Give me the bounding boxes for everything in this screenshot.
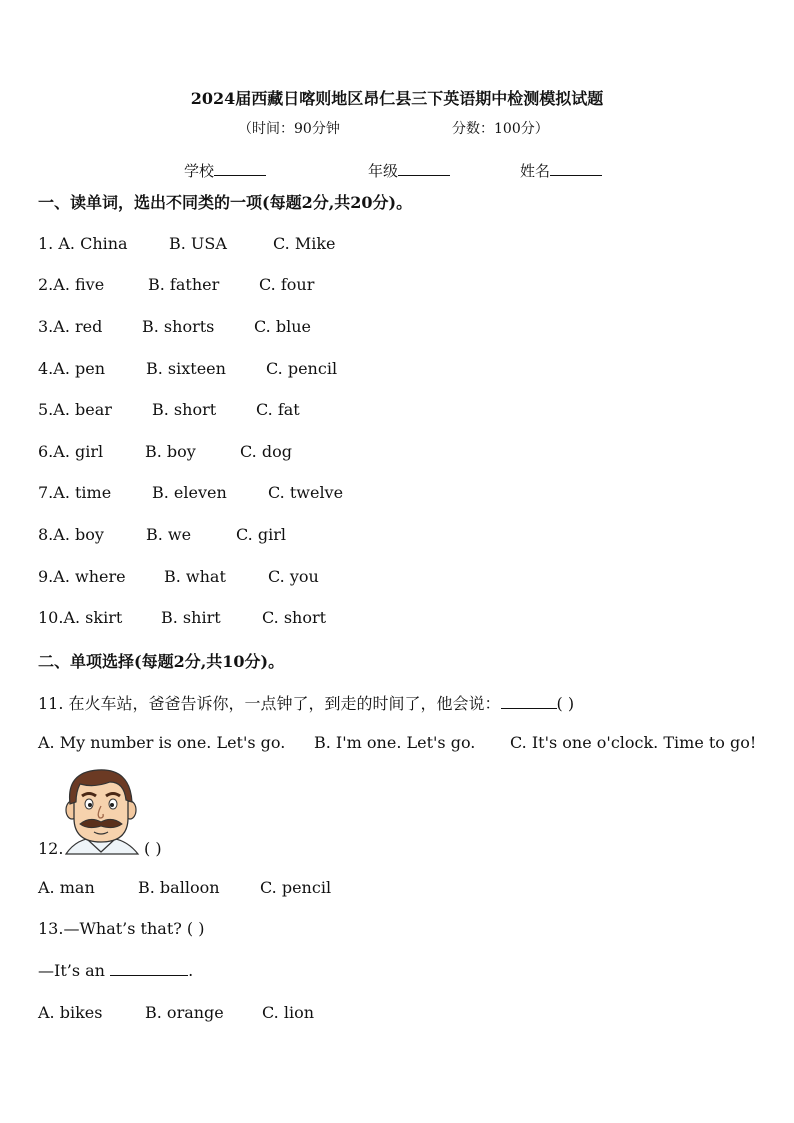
grade-field [368, 160, 450, 181]
name-field [520, 160, 602, 181]
q4-a: 4.A. pen [38, 359, 106, 378]
q5-a: 5.A. bear [38, 400, 112, 419]
q5-c: C. fat [256, 400, 300, 419]
school-label: 学校 [184, 162, 215, 180]
school-field [184, 160, 266, 181]
q9-b: B. what [164, 567, 226, 586]
q13-a: A. bikes [38, 1003, 103, 1022]
q5-b: B. short [152, 400, 217, 419]
q6-a: 6.A. girl [38, 442, 104, 461]
q4-c: C. pencil [266, 359, 338, 378]
q12-a: A. man [38, 878, 95, 897]
q11-blank [501, 694, 557, 709]
q7-c: C. twelve [268, 483, 344, 502]
q13-period: . [188, 961, 194, 980]
q10-c: C. short [262, 608, 327, 627]
q2-c: C. four [259, 275, 315, 294]
exam-time: （时间：90分钟 [238, 121, 340, 137]
q7-a: 7.A. time [38, 483, 112, 502]
q11-c: C. It's one o'clock. Time to go! [510, 733, 757, 752]
q6-b: B. boy [145, 442, 196, 461]
exam-score: 分数：100分） [452, 121, 549, 137]
q2-b: B. father [148, 275, 220, 294]
q1-c: C. Mike [273, 234, 336, 253]
q13-reply: —It’s an [38, 961, 105, 980]
q12-b: B. balloon [138, 878, 220, 897]
q9-a: 9.A. where [38, 567, 126, 586]
q13-blank [110, 961, 188, 976]
grade-blank [398, 161, 450, 176]
grade-label: 年级 [368, 162, 399, 180]
q6-c: C. dog [240, 442, 292, 461]
q11-a: A. My number is one. Let's go. [38, 733, 286, 752]
q13-stem: 13.—What’s that? ( ) [38, 919, 205, 938]
man-face-icon [58, 766, 144, 856]
q10-b: B. shirt [161, 608, 221, 627]
q1-b: B. USA [169, 234, 227, 253]
q3-a: 3.A. red [38, 317, 103, 336]
q2-a: 2.A. five [38, 275, 105, 294]
page-title: 2024届西藏日喀则地区昂仁县三下英语期中检测模拟试题 [190, 89, 604, 108]
q1-a: 1. A. China [38, 234, 128, 253]
q4-b: B. sixteen [146, 359, 226, 378]
school-blank [214, 161, 266, 176]
q3-b: B. shorts [142, 317, 215, 336]
q12-c: C. pencil [260, 878, 332, 897]
q12-paren: ( ) [144, 839, 162, 858]
q8-c: C. girl [236, 525, 286, 544]
q13-b: B. orange [145, 1003, 224, 1022]
q11-stem-line [38, 691, 574, 714]
q13-reply-line [38, 961, 193, 980]
name-blank [550, 161, 602, 176]
section2-heading: 二、单项选择(每题2分,共10分)。 [38, 652, 285, 671]
q11-b: B. I'm one. Let's go. [314, 733, 476, 752]
q13-c: C. lion [262, 1003, 315, 1022]
q3-c: C. blue [254, 317, 311, 336]
q7-b: B. eleven [152, 483, 227, 502]
q8-b: B. we [146, 525, 192, 544]
q8-a: 8.A. boy [38, 525, 104, 544]
q12-num: 12. [38, 839, 64, 858]
section1-heading: 一、读单词，选出不同类的一项(每题2分,共20分)。 [38, 193, 413, 212]
name-label: 姓名 [520, 162, 551, 180]
q9-c: C. you [268, 567, 319, 586]
q10-a: 10.A. skirt [38, 608, 123, 627]
q11-paren: ( ) [556, 694, 575, 713]
q11-stem: 11. 在火车站，爸爸告诉你，一点钟了，到走的时间了，他会说： [38, 694, 501, 713]
